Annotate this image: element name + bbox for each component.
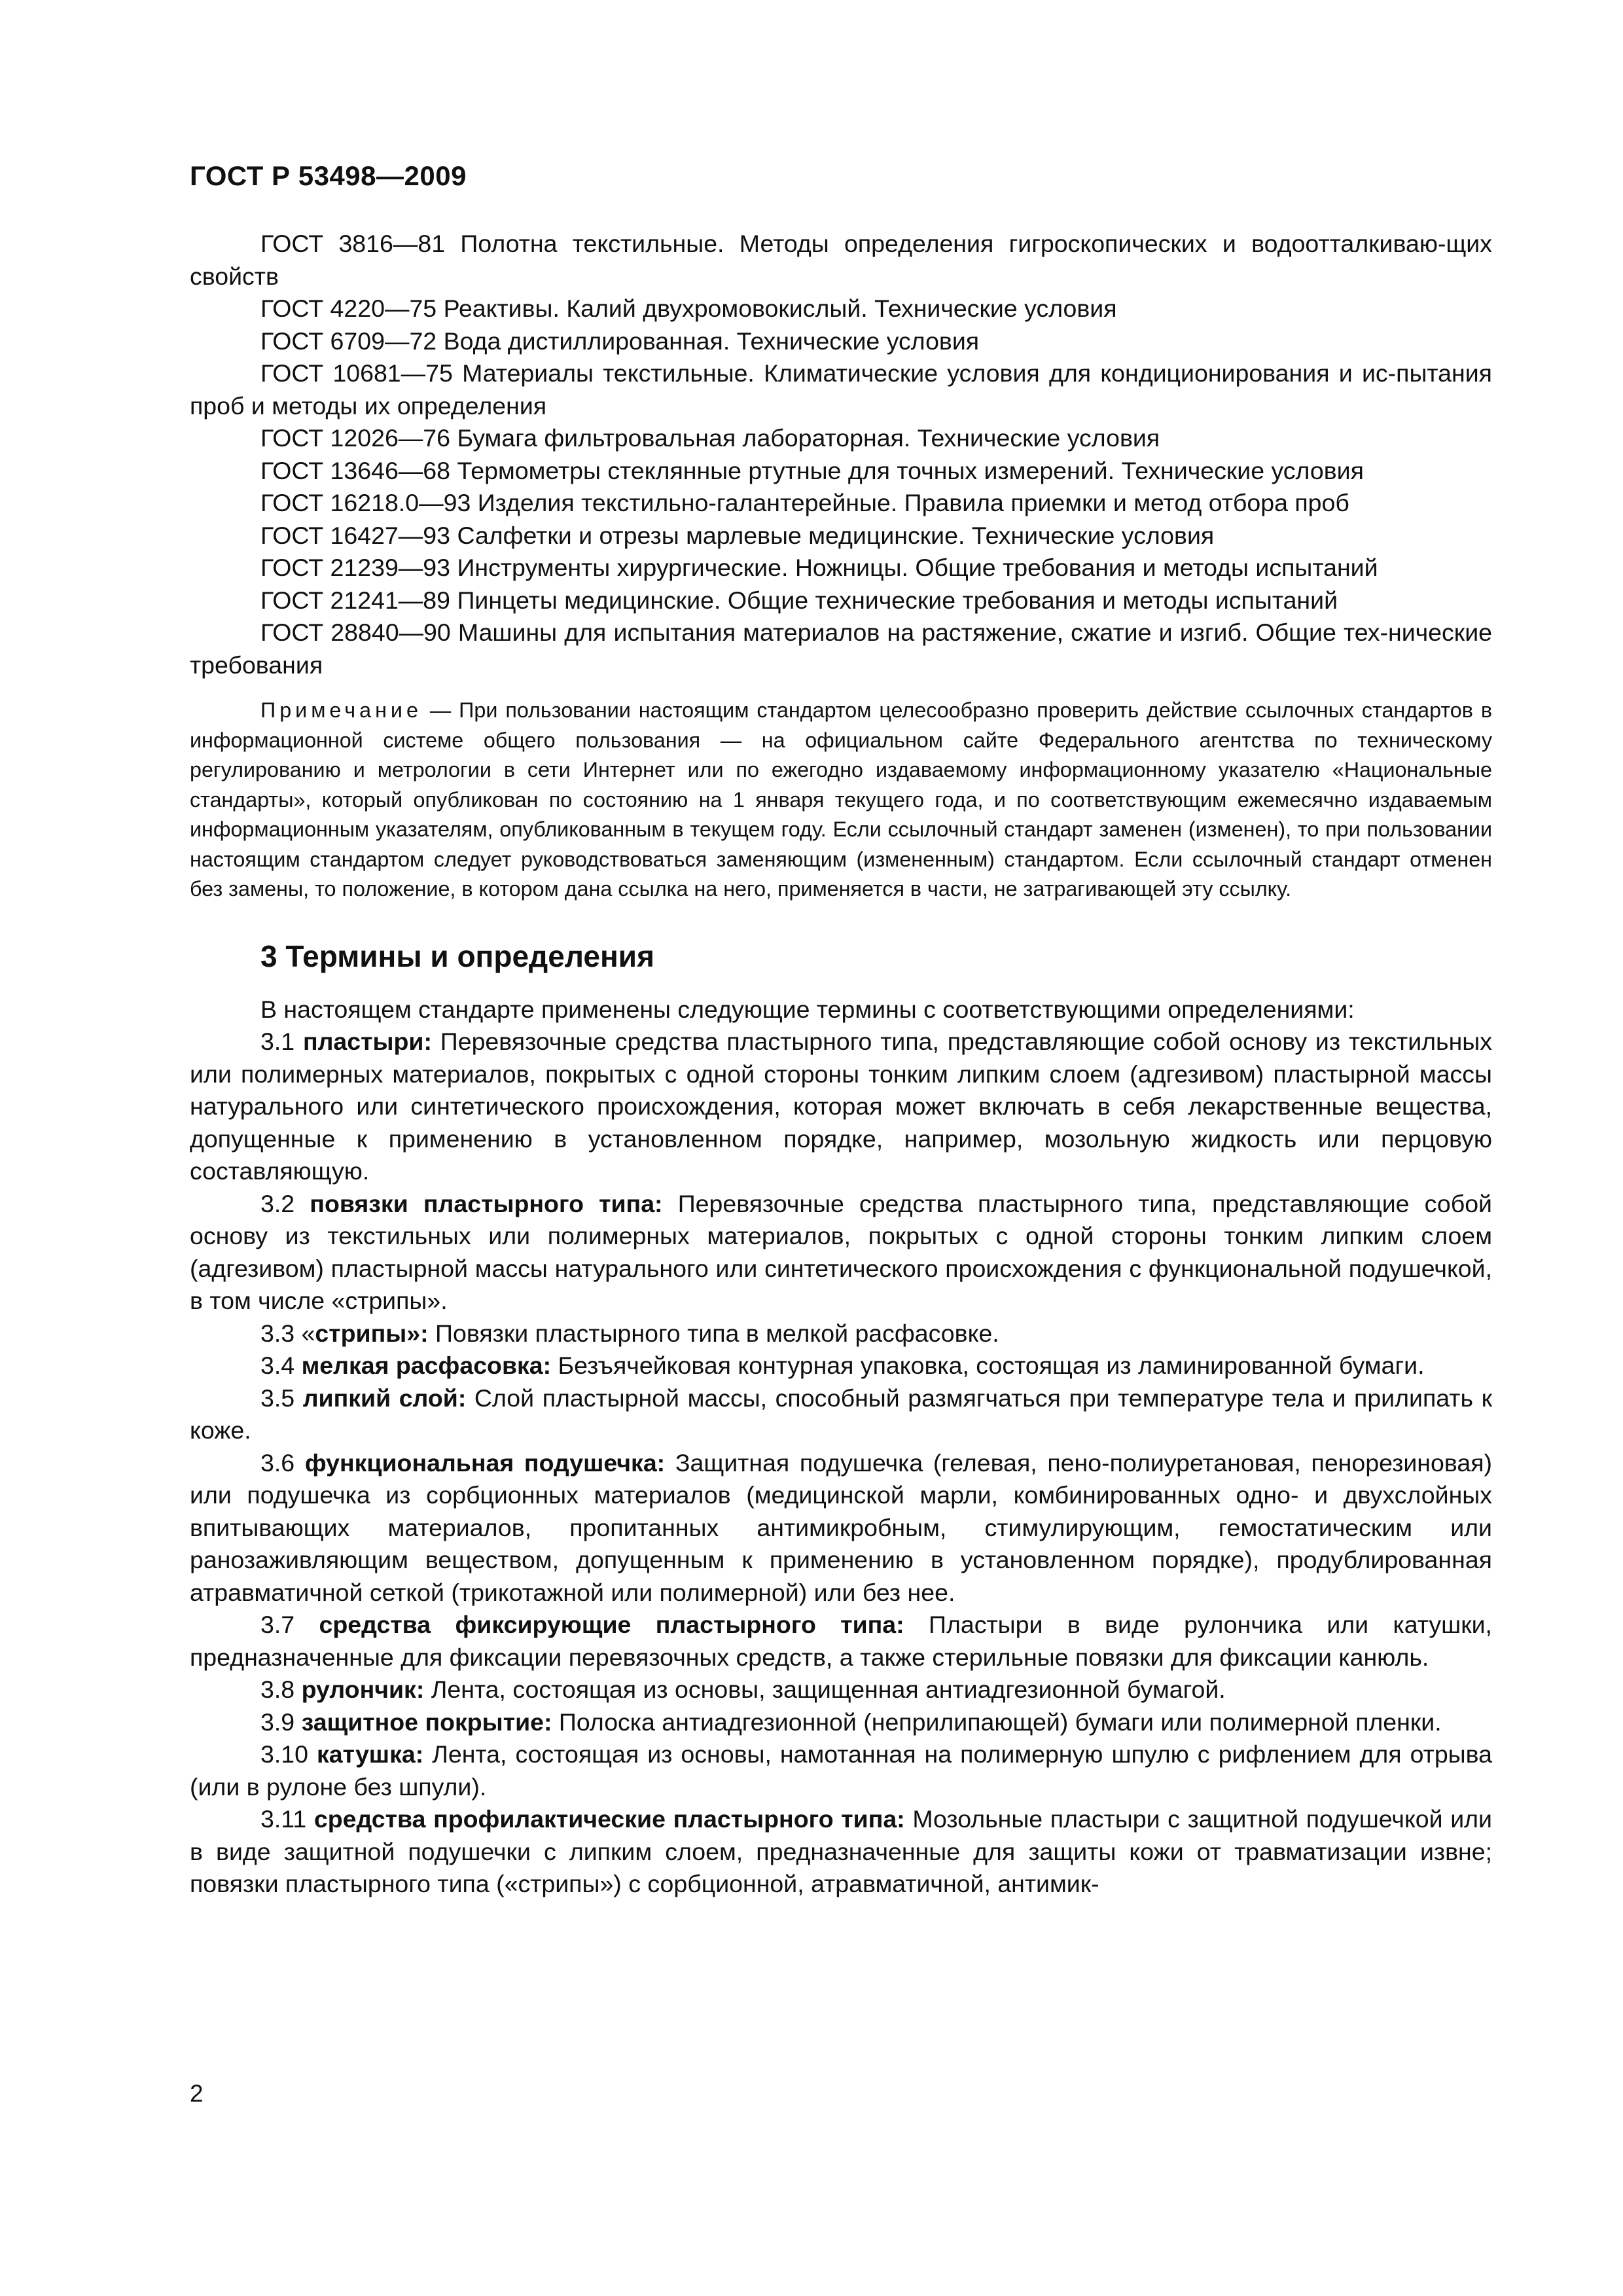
- term-text: Слой пластырной массы, способный размягчаться при температуре тела и прилипать к коже.: [190, 1384, 1492, 1444]
- term-text: Перевязочные средства пластырного типа, представляющие собой основу из текстильных или полимерных материалов, покрытых с одной стороны тонким липким слоем (адгезивом) пластырной массы натурального или синтетического происхождения с функциональной подушечкой, в том числе «стрипы».: [190, 1189, 1492, 1314]
- term-name: мелкая расфасовка:: [301, 1352, 552, 1379]
- term-name: пластыри:: [302, 1028, 432, 1055]
- term-number: 3.8: [260, 1676, 302, 1703]
- reference-item: ГОСТ 13646—68 Термометры стеклянные ртутные для точных измерений. Технические условия: [260, 456, 1364, 484]
- term-definition: [190, 1382, 1492, 1447]
- term-text: Лента, состоящая из основы, защищенная антиадгезионной бумагой.: [424, 1676, 1226, 1703]
- term-text: Полоска антиадгезионной (неприлипающей) бумаги или полимерной пленки.: [552, 1708, 1442, 1736]
- term-number: 3.2: [260, 1189, 310, 1217]
- term-definition: [190, 1738, 1492, 1803]
- term-name: защитное покрытие:: [301, 1708, 552, 1736]
- term-text: Повязки пластырного типа в мелкой расфасовке.: [428, 1319, 999, 1347]
- reference-list: [190, 228, 1492, 681]
- reference-item: ГОСТ 12026—76 Бумага фильтровальная лабораторная. Технические условия: [260, 424, 1160, 452]
- term-definition: [190, 1026, 1492, 1188]
- reference-item: ГОСТ 16218.0—93 Изделия текстильно-галантерейные. Правила приемки и метод отбора проб: [260, 489, 1349, 516]
- reference-item: ГОСТ 3816—81 Полотна текстильные. Методы определения гигроскопических и водоотталкиваю-щих свойств: [190, 230, 1492, 290]
- term-definition: [190, 1447, 1492, 1609]
- term-text: Безъячейковая контурная упаковка, состоящая из ламинированной бумаги.: [551, 1352, 1425, 1379]
- term-name: стрипы»:: [315, 1319, 429, 1347]
- term-text: Перевязочные средства пластырного типа, представляющие собой основу из текстильных или полимерных материалов, покрытых с одной стороны тонким липким слоем (адгезивом) пластырной массы натурального или синтетического происхождения, которая может включать в себя лекарственные вещества, допущенные к применению в установленном порядке, например, мозольную жидкость или перцовую составляющую.: [190, 1028, 1492, 1185]
- term-definition: [190, 1609, 1492, 1674]
- term-number: 3.4: [260, 1352, 302, 1379]
- term-number: 3.11: [260, 1805, 314, 1833]
- page-number: 2: [190, 2080, 204, 2107]
- term-number: 3.1: [260, 1028, 303, 1055]
- term-number: 3.7: [260, 1611, 319, 1638]
- page-content: [190, 228, 1492, 1901]
- reference-item: ГОСТ 10681—75 Материалы текстильные. Климатические условия для кондиционирования и ис-пытания проб и методы их определения: [190, 359, 1492, 420]
- note-label: Примечание: [260, 698, 422, 722]
- section-heading: 3 Термины и определения: [260, 939, 654, 973]
- term-number: 3.3 «: [260, 1319, 315, 1347]
- section-intro: В настоящем стандарте применены следующие термины с соответствующими определениями:: [260, 995, 1355, 1023]
- term-name: средства фиксирующие пластырного типа:: [319, 1611, 904, 1638]
- term-definition: [190, 1706, 1492, 1739]
- term-name: средства профилактические пластырного типа:: [313, 1805, 905, 1833]
- term-text: Мозольные пластыри с защитной подушечкой или в виде защитной подушечки с липким слоем, предназначенные для защиты кожи от травматизации извне; повязки пластырного типа («стрипы») с сорбционной, атравматичной, антимик-: [190, 1805, 1492, 1897]
- reference-item: ГОСТ 21239—93 Инструменты хирургические. Ножницы. Общие требования и методы испытаний: [260, 554, 1378, 581]
- term-name: повязки пластырного типа:: [310, 1189, 663, 1217]
- term-text: Пластыри в виде рулончика или катушки, предназначенные для фиксации перевязочных средств, а также стерильные повязки для фиксации канюль.: [190, 1611, 1492, 1671]
- page-header: ГОСТ Р 53498—2009: [190, 160, 467, 191]
- reference-item: ГОСТ 4220—75 Реактивы. Калий двухромовокислый. Технические условия: [260, 295, 1117, 322]
- term-number: 3.6: [260, 1448, 305, 1477]
- note-paragraph: [190, 696, 1492, 905]
- term-name: липкий слой:: [302, 1384, 467, 1412]
- term-name: функциональная подушечка:: [304, 1448, 666, 1477]
- reference-item: ГОСТ 6709—72 Вода дистиллированная. Технические условия: [260, 327, 980, 355]
- term-definition: [190, 1674, 1492, 1706]
- term-definition: [190, 1318, 1492, 1350]
- note-text: — При пользовании настоящим стандартом целесообразно проверить действие ссылочных стандартов в информационной системе общего пользования — на официальном сайте Федерального агентства по техническому регулированию и метрологии в сети Интернет или по ежегодно издаваемому информационному указателю «Национальные стандарты», который опубликован по состоянию на 1 января текущего года, и по соответствующим ежемесячно издаваемым информационным указателям, опубликованным в текущем году. Если ссылочный стандарт заменен (изменен), то при пользовании настоящим стандартом следует руководствоваться заменяющим (измененным) стандартом. Если ссылочный стандарт отменен без замены, то положение, в котором дана ссылка на него, применяется в части, не затрагивающей эту ссылку.: [190, 698, 1492, 901]
- term-number: 3.10: [260, 1740, 317, 1768]
- term-name: катушка:: [317, 1740, 424, 1768]
- term-name: рулончик:: [301, 1676, 425, 1703]
- reference-item: ГОСТ 28840—90 Машины для испытания материалов на растяжение, сжатие и изгиб. Общие тех-нические требования: [190, 619, 1492, 679]
- term-text: Лента, состоящая из основы, намотанная на полимерную шпулю с рифлением для отрыва (или в рулоне без шпули).: [190, 1740, 1492, 1801]
- reference-item: ГОСТ 21241—89 Пинцеты медицинские. Общие технические требования и методы испытаний: [260, 586, 1338, 614]
- term-text: Защитная подушечка (гелевая, пено-полиуретановая, пенорезиновая) или подушечка из сорбционных материалов (медицинской марли, комбинированных одно- и двухслойных впитывающих материалов, пропитанных антимикробным, стимулирующим, гемостатическим или ранозаживляющим веществом, допущенным к применению в установленном порядке), продублированная атравматичной сеткой (трикотажной или полимерной) или без нее.: [190, 1448, 1492, 1606]
- term-definition: [190, 1350, 1492, 1382]
- term-definition: [190, 1803, 1492, 1901]
- term-number: 3.5: [260, 1384, 303, 1412]
- term-number: 3.9: [260, 1708, 302, 1736]
- reference-item: ГОСТ 16427—93 Салфетки и отрезы марлевые медицинские. Технические условия: [260, 521, 1215, 549]
- term-definition: [190, 1188, 1492, 1318]
